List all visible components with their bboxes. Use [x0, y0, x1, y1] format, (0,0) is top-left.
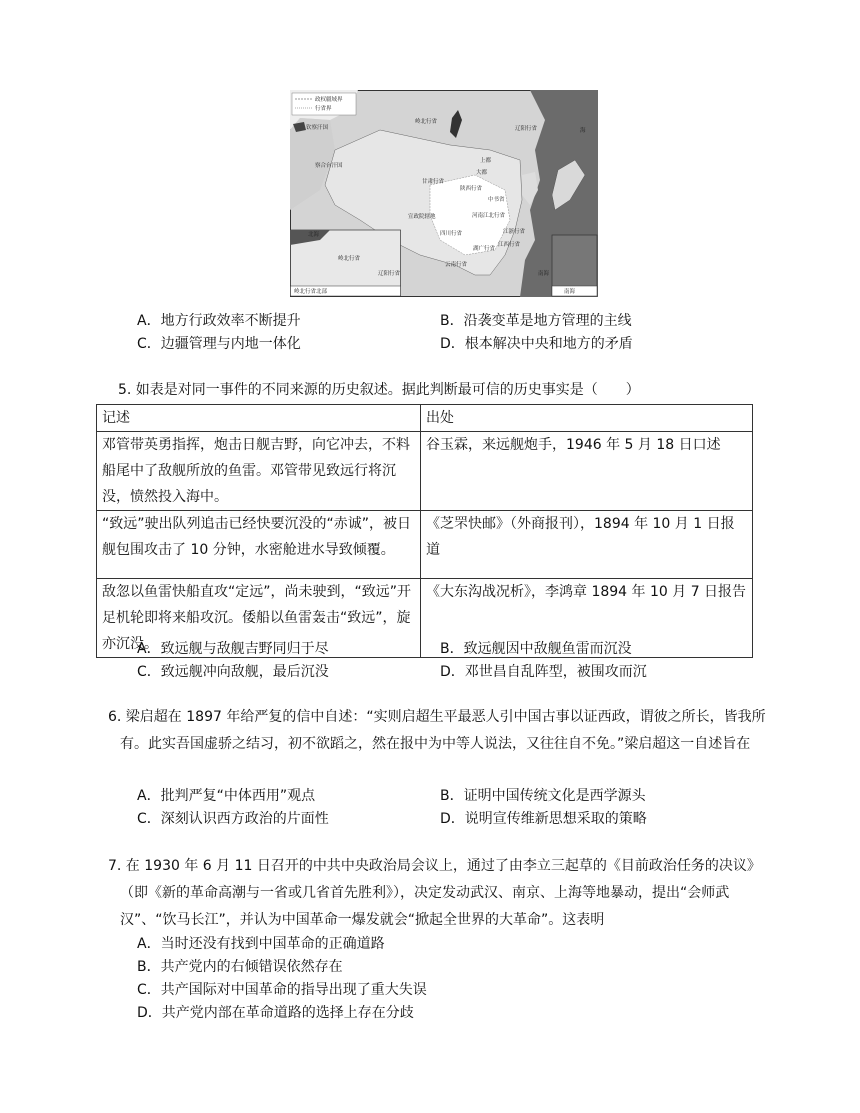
map-label: 南海 — [538, 271, 550, 277]
map-label: 大都 — [476, 170, 488, 176]
map-label: 江西行省 — [498, 242, 521, 248]
map-label: 河南江北行省 — [472, 213, 506, 219]
table-header: 记述 — [97, 405, 421, 432]
map-label: 辽阳行省 — [378, 271, 401, 277]
legend-label: 行省界 — [315, 106, 332, 112]
q5-option-a[interactable]: A．致远舰与敌舰吉野同归于尽 — [137, 641, 329, 657]
table-cell: 《大东沟战况析》，李鸿章 1894 年 10 月 7 日报告 — [421, 579, 753, 658]
map-label: 上都 — [480, 158, 492, 164]
q5-stem: 5. 如表是对同一事件的不同来源的历史叙述。据此判断最可信的历史事实是（ ） — [118, 382, 640, 398]
q6-option-a[interactable]: A．批判严复“中体西用”观点 — [137, 788, 316, 804]
map-label: 辽阳行省 — [515, 126, 538, 132]
q7-stem: 7. 在 1930 年 6 月 11 日召开的中共中央政治局会议上，通过了由李立三起草的《目前政治任务的决议》（即《新的革命高潮与一省或几省首先胜利》），决定发动武汉、南京、上海等地暴动，提出“会师武汉”、“饮马长江”，并认为中国革命一爆发就会“掀起全世界的大革命”。这表明 — [108, 858, 761, 928]
map-label: 四川行省 — [440, 231, 463, 237]
map-label: 岭北行省 — [415, 119, 438, 125]
q7-option-b[interactable]: B．共产党内的右倾错误依然存在 — [137, 959, 343, 975]
table-cell: 邓管带英勇指挥，炮击日舰吉野，向它冲去，不料船尾中了敌舰所放的鱼雷。邓管带见致远行将沉没，愤然投入海中。 — [97, 432, 421, 511]
map-label: 中书省 — [488, 197, 505, 203]
q5-option-b[interactable]: B．致远舰因中敌舰鱼雷而沉没 — [440, 641, 632, 657]
q6-stem: 6. 梁启超在 1897 年给严复的信中自述：“实则启超生平最恶人引中国古事以证西政，谓彼之所长，皆我所有。此实吾国虚骄之结习，初不欲蹈之，然在报中为中等人说法，又往往自不免。”梁启超这一自述旨在 — [108, 709, 766, 752]
q7-option-a[interactable]: A．当时还没有找到中国革命的正确道路 — [137, 936, 385, 952]
q6-option-b[interactable]: B．证明中国传统文化是西学源头 — [440, 788, 646, 804]
q7-option-d[interactable]: D．共产党内部在革命道路的选择上存在分歧 — [137, 1005, 414, 1021]
map-label: 陕西行省 — [460, 186, 483, 192]
map-label: 海 — [580, 128, 586, 134]
q7-option-c[interactable]: C．共产国际对中国革命的指导出现了重大失误 — [137, 982, 427, 998]
map-label: 北海 — [308, 232, 320, 238]
map-label: 察合台汗国 — [315, 163, 343, 169]
map-label: 云南行省 — [445, 262, 468, 268]
map-label: 宣政院辖地 — [408, 214, 436, 220]
q6-option-c[interactable]: C．深刻认识西方政治的片面性 — [137, 811, 329, 827]
q4-option-d[interactable]: D．根本解决中央和地方的矛盾 — [440, 336, 633, 352]
map-label: 岭北行省北部 — [294, 289, 328, 295]
q5-option-d[interactable]: D．邓世昌自乱阵型，被围攻而沉 — [440, 664, 647, 680]
map-label: 江浙行省 — [503, 229, 526, 235]
table-row — [97, 432, 753, 511]
q4-option-c[interactable]: C．边疆管理与内地一体化 — [137, 336, 301, 352]
map-label: 南海 — [564, 289, 576, 295]
yuan-dynasty-map — [290, 90, 598, 297]
legend-label: 政权疆域界 — [315, 97, 343, 103]
map-label: 钦察汗国 — [306, 125, 329, 131]
q6-option-d[interactable]: D．说明宣传维新思想采取的策略 — [440, 811, 647, 827]
map-label: 甘肃行省 — [422, 179, 445, 185]
table-header: 出处 — [421, 405, 753, 432]
table-cell: 谷玉霖，来远舰炮手，1946 年 5 月 18 日口述 — [421, 432, 753, 511]
source-table — [96, 404, 753, 658]
q4-option-a[interactable]: A．地方行政效率不断提升 — [137, 313, 301, 329]
table-row — [97, 511, 753, 579]
q5-option-c[interactable]: C．致远舰冲向敌舰，最后沉没 — [137, 664, 329, 680]
table-cell: “致远”驶出队列追击已经快要沉没的“赤诚”，被日舰包围攻击了 10 分钟，水密舱进水导致倾覆。 — [97, 511, 421, 579]
map-svg — [290, 90, 598, 297]
table-cell: 敌忽以鱼雷快船直攻“定远”，尚未驶到，“致远”开足机轮即将来船攻沉。倭船以鱼雷轰击“致远”，旋亦沉没。 — [97, 579, 421, 658]
q4-option-b[interactable]: B．沿袭变革是地方管理的主线 — [440, 313, 632, 329]
map-label: 湖广行省 — [473, 246, 496, 252]
table-header-row — [97, 405, 753, 432]
map-label: 岭北行省 — [338, 256, 361, 262]
table-cell: 《芝罘快邮》（外商报刊），1894 年 10 月 1 日报道 — [421, 511, 753, 579]
